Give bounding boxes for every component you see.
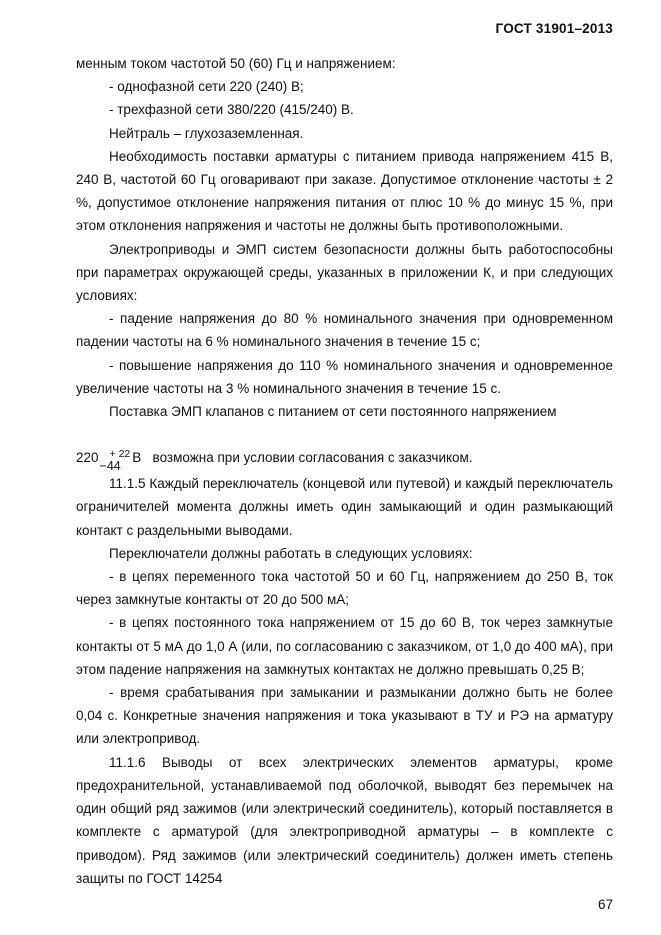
formula-text: возможна при условии согласования с заказчиком.: [152, 450, 473, 466]
document-header: ГОСТ 31901–2013: [495, 21, 613, 36]
paragraph-switch-conditions: Переключатели должны работать в следующих условиях:: [109, 545, 473, 561]
paragraph-safety-drives: Электроприводы и ЭМП систем безопасности должны быть работоспособны при параметрах окружающей среды, указанных в приложении К, и при следующих условиях:: [76, 241, 613, 304]
formula-tolerance-upper: + 22: [109, 448, 131, 461]
list-item-voltage-drop: - падение напряжения до 80 % номинального значения при одновременном падении частоты на 6 % номинального значения в течение 15 с;: [76, 311, 613, 350]
formula-line: [76, 446, 613, 472]
paragraph-dc-supply: Поставка ЭМП клапанов с питанием от сети постоянного напряжением: [109, 404, 557, 420]
formula-tolerance: [100, 448, 131, 472]
formula-tolerance-lower: −44: [99, 459, 121, 474]
list-item-ac-circuits: - в цепях переменного тока частотой 50 и 60 Гц, напряжением до 250 В, ток через замкнутые контакты от 20 до 500 мА;: [76, 569, 613, 608]
paragraph-supply-requirements: Необходимость поставки арматуры с питанием привода напряжением 415 В, 240 В, частотой 60 Гц оговаривают при заказе. Допустимое отклонение частоты ± 2 %, допустимое отклонение напряжения питания от плюс 10 % до минус 15 %, при этом отклонения напряжения и частоты не должны быть противоположными.: [76, 148, 613, 234]
formula-base: 220: [76, 450, 99, 466]
list-item-response-time: - время срабатывания при замыкании и размыкании должно быть не более 0,04 с. Конкретные значения напряжения и тока указывают в ТУ и РЭ на арматуру или электропривод.: [76, 685, 613, 747]
paragraph-11-1-5: 11.1.5 Каждый переключатель (концевой или путевой) и каждый переключатель ограничителей момента должны иметь один замыкающий и один размыкающий контакт с раздельными выводами.: [76, 476, 613, 538]
page-number: 67: [597, 897, 613, 912]
paragraph-11-1-6: 11.1.6 Выводы от всех электрических элементов арматуры, кроме предохранительной, устанавливаемой под оболочкой, выводят без перемычек на один общий ряд зажимов (или электрический соединитель), который поставляется в комплекте с арматурой (для электроприводной арматуры – в комплекте с приводом). Ряд зажимов (или электрический соединитель) должен иметь степень защиты по ГОСТ 14254: [76, 754, 613, 886]
list-item-single-phase: - однофазной сети 220 (240) В;: [109, 79, 304, 95]
paragraph-continuation: менным током частотой 50 (60) Гц и напряжением:: [76, 56, 396, 71]
list-item-voltage-rise: - повышение напряжения до 110 % номинального значения и одновременное увеличение частоты на 3 % номинального значения в течение 15 с.: [76, 357, 613, 396]
list-item-three-phase: - трехфазной сети 380/220 (415/240) В.: [109, 102, 354, 118]
formula-unit: В: [132, 450, 142, 466]
vertical-spacer: [76, 423, 613, 446]
list-item-dc-circuits: - в цепях постоянного тока напряжением от 15 до 60 В, ток через замкнутые контакты от 5 мА до 1,0 А (или, по согласованию с заказчиком, от 1,0 до 400 мА), при этом падение напряжения на замкнутых контактах не должно превышать 0,25 В;: [76, 615, 614, 677]
paragraph-neutral: Нейтраль – глухозаземленная.: [109, 125, 304, 141]
document-body: [76, 52, 613, 890]
